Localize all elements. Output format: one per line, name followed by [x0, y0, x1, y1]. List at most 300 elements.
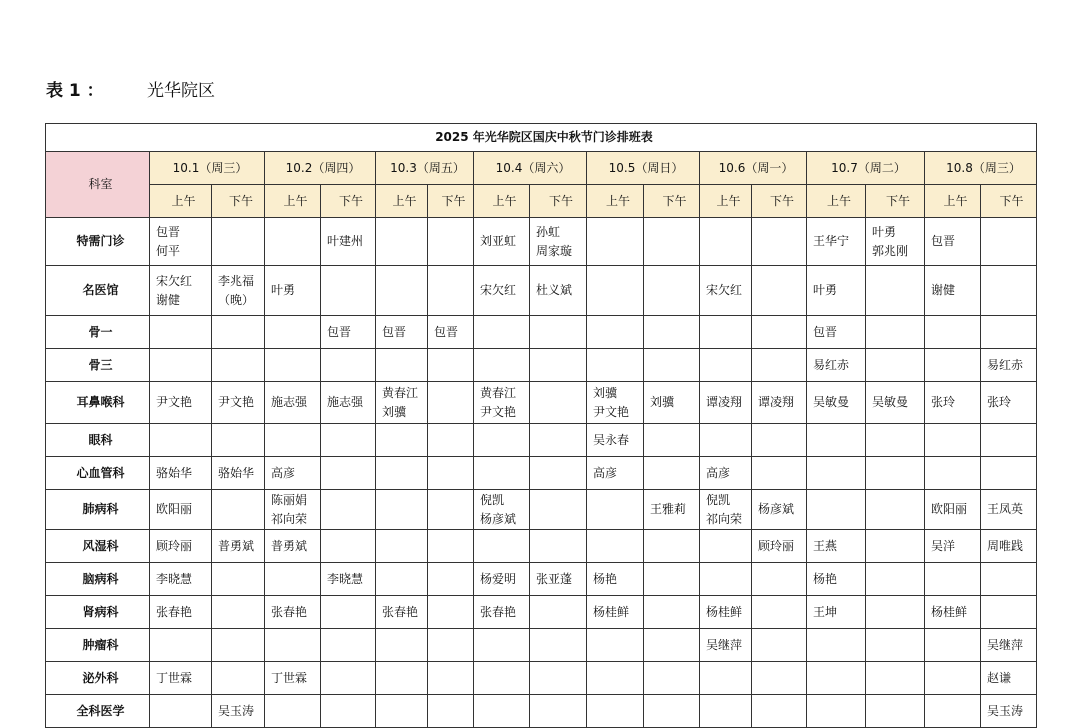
doctor-name: 叶勇: [271, 283, 296, 297]
doctor-name: 黄春江: [480, 385, 517, 400]
table-row: [46, 266, 1037, 316]
schedule-cell: [752, 382, 807, 424]
schedule-cell: [530, 629, 587, 662]
department-name: 骨三: [46, 349, 150, 382]
doctor-name: 杨艳: [593, 571, 618, 586]
schedule-cell: [700, 695, 752, 728]
schedule-cell: [925, 316, 981, 349]
table-row: [46, 662, 1037, 695]
schedule-cell: [587, 349, 644, 382]
schedule-cell: [212, 457, 265, 490]
schedule-cell: [265, 424, 321, 457]
schedule-cell: [376, 490, 428, 530]
department-name: 眼科: [46, 424, 150, 457]
morning-header: 上午: [265, 185, 321, 218]
doctor-name: 刘亚虹: [480, 234, 517, 248]
doctor-name: 高彦: [706, 465, 731, 480]
doctor-name: 叶勇: [872, 224, 897, 239]
schedule-cell: [321, 424, 376, 457]
doctor-name: 王雅莉: [650, 502, 687, 516]
date-header: 10.7（周二）: [807, 152, 925, 185]
schedule-cell: [866, 629, 925, 662]
schedule-cell: [321, 349, 376, 382]
schedule-cell: [587, 218, 644, 266]
doctor-name: 祁向荣: [706, 511, 743, 526]
doctor-name: 顾玲丽: [758, 538, 795, 553]
department-name: 耳鼻喉科: [46, 382, 150, 424]
schedule-cell: [321, 530, 376, 563]
schedule-cell: [376, 662, 428, 695]
morning-header: 上午: [150, 185, 212, 218]
doctor-name: 叶勇: [813, 283, 838, 297]
schedule-cell: [321, 662, 376, 695]
schedule-cell: [212, 563, 265, 596]
schedule-cell: [644, 382, 700, 424]
schedule-cell: [866, 266, 925, 316]
schedule-cell: [587, 266, 644, 316]
schedule-cell: [981, 490, 1037, 530]
doctor-name: 杨爱明: [480, 571, 517, 586]
schedule-cell: [866, 530, 925, 563]
schedule-cell: [265, 382, 321, 424]
table-row: [46, 530, 1037, 563]
schedule-cell: [265, 596, 321, 629]
schedule-cell: [428, 218, 474, 266]
schedule-cell: [752, 490, 807, 530]
doctor-name: 尹文艳: [593, 404, 630, 419]
schedule-cell: [265, 530, 321, 563]
schedule-cell: [644, 530, 700, 563]
doctor-name: 吴洋: [931, 538, 956, 553]
schedule-cell: [807, 490, 866, 530]
schedule-cell: [981, 382, 1037, 424]
schedule-cell: [150, 662, 212, 695]
doctor-name: 施志强: [271, 395, 308, 409]
department-name: 心血管科: [46, 457, 150, 490]
schedule-cell: [150, 530, 212, 563]
table-row: [46, 490, 1037, 530]
schedule-cell: [644, 629, 700, 662]
schedule-cell: [428, 596, 474, 629]
schedule-cell: [807, 596, 866, 629]
doctor-name: 尹文艳: [218, 395, 255, 409]
doctor-name: 吴继萍: [706, 637, 743, 652]
schedule-cell: [428, 349, 474, 382]
schedule-cell: [265, 218, 321, 266]
schedule-cell: [212, 596, 265, 629]
afternoon-header: 下午: [752, 185, 807, 218]
schedule-cell: [376, 349, 428, 382]
schedule-cell: [474, 266, 530, 316]
doctor-name: 吴敏曼: [813, 395, 850, 409]
schedule-cell: [321, 316, 376, 349]
schedule-cell: [530, 349, 587, 382]
schedule-cell: [428, 316, 474, 349]
schedule-cell: [981, 596, 1037, 629]
schedule-cell: [212, 662, 265, 695]
doctor-name: 孙虹: [536, 224, 561, 239]
schedule-cell: [925, 349, 981, 382]
morning-header: 上午: [587, 185, 644, 218]
schedule-cell: [644, 490, 700, 530]
doctor-name: 刘骥: [593, 385, 618, 400]
doctor-name: 杨桂鲜: [593, 604, 630, 619]
schedule-cell: [474, 530, 530, 563]
schedule-cell: [321, 695, 376, 728]
doctor-name: 普勇斌: [218, 538, 255, 553]
schedule-cell: [752, 316, 807, 349]
schedule-cell: [428, 530, 474, 563]
schedule-cell: [807, 629, 866, 662]
table-row: [46, 563, 1037, 596]
schedule-cell: [587, 629, 644, 662]
doctor-name: 李兆福: [218, 273, 255, 288]
schedule-cell: [474, 629, 530, 662]
schedule-cell: [925, 382, 981, 424]
schedule-title: 2025 年光华院区国庆中秋节门诊排班表: [46, 124, 1037, 152]
schedule-cell: [981, 316, 1037, 349]
schedule-cell: [212, 218, 265, 266]
schedule-cell: [530, 662, 587, 695]
schedule-cell: [428, 266, 474, 316]
doctor-name: 宋欠红: [706, 283, 743, 297]
doctor-name: 倪凯: [706, 492, 731, 507]
schedule-cell: [700, 424, 752, 457]
schedule-cell: [212, 490, 265, 530]
schedule-cell: [866, 662, 925, 695]
doctor-name: 张春艳: [480, 604, 517, 619]
doctor-name: 高彦: [271, 465, 296, 480]
schedule-cell: [587, 424, 644, 457]
schedule-cell: [474, 218, 530, 266]
schedule-cell: [265, 662, 321, 695]
doctor-name: 叶建州: [327, 234, 364, 248]
schedule-cell: [700, 316, 752, 349]
schedule-cell: [428, 662, 474, 695]
doctor-name: 李晓慧: [327, 571, 364, 586]
schedule-cell: [530, 218, 587, 266]
schedule-cell: [981, 349, 1037, 382]
date-header: 10.8（周三）: [925, 152, 1037, 185]
doctor-name: 吴玉涛: [987, 703, 1024, 718]
schedule-cell: [428, 382, 474, 424]
schedule-cell: [807, 316, 866, 349]
doctor-name: 何平: [156, 243, 181, 258]
department-name: 风湿科: [46, 530, 150, 563]
doctor-name: 王燕: [813, 538, 838, 553]
schedule-cell: [530, 596, 587, 629]
schedule-cell: [925, 596, 981, 629]
schedule-cell: [644, 349, 700, 382]
schedule-cell: [321, 629, 376, 662]
schedule-cell: [150, 349, 212, 382]
afternoon-header: 下午: [866, 185, 925, 218]
doctor-name: 杜义斌: [536, 283, 573, 297]
schedule-cell: [981, 695, 1037, 728]
schedule-cell: [752, 563, 807, 596]
department-name: 肿瘤科: [46, 629, 150, 662]
schedule-cell: [265, 266, 321, 316]
doctor-name: 郭兆刚: [872, 243, 909, 258]
afternoon-header: 下午: [981, 185, 1037, 218]
doctor-name: 王华宁: [813, 234, 850, 248]
doctor-name: 吴敏曼: [872, 395, 909, 409]
schedule-cell: [644, 662, 700, 695]
schedule-cell: [321, 266, 376, 316]
schedule-cell: [807, 218, 866, 266]
schedule-cell: [428, 563, 474, 596]
schedule-cell: [150, 316, 212, 349]
schedule-cell: [587, 490, 644, 530]
schedule-cell: [212, 349, 265, 382]
schedule-cell: [587, 530, 644, 563]
schedule-cell: [866, 490, 925, 530]
schedule-cell: [321, 218, 376, 266]
department-name: 肾病科: [46, 596, 150, 629]
date-header: 10.3（周五）: [376, 152, 474, 185]
doctor-name: 包晋: [434, 324, 459, 339]
schedule-cell: [644, 316, 700, 349]
campus-name: 光华院区: [147, 81, 215, 101]
doctor-name: （晚）: [218, 292, 255, 307]
department-name: 肺病科: [46, 490, 150, 530]
doctor-name: 骆始华: [156, 465, 193, 480]
schedule-cell: [925, 490, 981, 530]
schedule-cell: [376, 266, 428, 316]
schedule-cell: [925, 266, 981, 316]
schedule-cell: [700, 218, 752, 266]
schedule-cell: [925, 424, 981, 457]
department-name: 名医馆: [46, 266, 150, 316]
dept-column-header: 科室: [46, 152, 150, 218]
date-header: 10.2（周四）: [265, 152, 376, 185]
doctor-name: 谢健: [156, 292, 181, 307]
schedule-cell: [587, 316, 644, 349]
doctor-name: 吴继萍: [987, 637, 1024, 652]
doctor-name: 张玲: [931, 395, 956, 409]
schedule-cell: [925, 530, 981, 563]
schedule-cell: [925, 218, 981, 266]
schedule-cell: [428, 457, 474, 490]
schedule-cell: [428, 424, 474, 457]
schedule-cell: [265, 629, 321, 662]
schedule-cell: [644, 596, 700, 629]
schedule-cell: [925, 563, 981, 596]
doctor-name: 黄春江: [382, 385, 419, 400]
schedule-cell: [376, 382, 428, 424]
doctor-name: 杨桂鲜: [931, 604, 968, 619]
table-row: [46, 629, 1037, 662]
schedule-cell: [265, 349, 321, 382]
schedule-cell: [212, 424, 265, 457]
afternoon-header: 下午: [428, 185, 474, 218]
schedule-cell: [700, 490, 752, 530]
schedule-cell: [376, 316, 428, 349]
schedule-cell: [807, 382, 866, 424]
schedule-cell: [474, 563, 530, 596]
schedule-cell: [587, 382, 644, 424]
doctor-name: 尹文艳: [156, 395, 193, 409]
schedule-cell: [474, 316, 530, 349]
schedule-cell: [150, 382, 212, 424]
schedule-cell: [321, 563, 376, 596]
schedule-cell: [807, 695, 866, 728]
schedule-cell: [587, 563, 644, 596]
schedule-cell: [587, 695, 644, 728]
afternoon-header: 下午: [530, 185, 587, 218]
schedule-cell: [150, 457, 212, 490]
doctor-name: 张玲: [987, 395, 1012, 409]
schedule-cell: [587, 662, 644, 695]
schedule-cell: [981, 457, 1037, 490]
schedule-cell: [925, 695, 981, 728]
doctor-name: 包晋: [382, 324, 407, 339]
doctor-name: 张春艳: [382, 604, 419, 619]
doctor-name: 陈丽娟: [271, 492, 308, 507]
schedule-cell: [474, 695, 530, 728]
department-name: 脑病科: [46, 563, 150, 596]
table-row: [46, 382, 1037, 424]
doctor-name: 包晋: [327, 324, 352, 339]
schedule-cell: [428, 629, 474, 662]
schedule-cell: [866, 316, 925, 349]
schedule-cell: [428, 490, 474, 530]
doctor-name: 高彦: [593, 465, 618, 480]
schedule-cell: [474, 382, 530, 424]
doctor-name: 刘骥: [382, 404, 407, 419]
doctor-name: 赵谦: [987, 670, 1012, 685]
schedule-cell: [866, 349, 925, 382]
doctor-name: 倪凯: [480, 492, 505, 507]
doctor-name: 张春艳: [156, 604, 193, 619]
doctor-name: 宋欠红: [156, 273, 193, 288]
doctor-name: 周家璇: [536, 243, 573, 258]
doctor-name: 包晋: [813, 324, 838, 339]
department-name: 泌外科: [46, 662, 150, 695]
schedule-cell: [644, 266, 700, 316]
schedule-cell: [376, 218, 428, 266]
schedule-cell: [150, 695, 212, 728]
schedule-cell: [150, 563, 212, 596]
schedule-cell: [376, 563, 428, 596]
schedule-cell: [376, 530, 428, 563]
schedule-cell: [530, 695, 587, 728]
schedule-cell: [866, 457, 925, 490]
doctor-name: 尹文艳: [480, 404, 517, 419]
schedule-cell: [866, 382, 925, 424]
schedule-cell: [587, 596, 644, 629]
schedule-cell: [530, 490, 587, 530]
schedule-cell: [644, 563, 700, 596]
schedule-cell: [212, 382, 265, 424]
schedule-cell: [321, 490, 376, 530]
schedule-cell: [752, 266, 807, 316]
schedule-cell: [644, 424, 700, 457]
doctor-name: 丁世霖: [271, 670, 308, 685]
doctor-name: 欧阳丽: [156, 502, 193, 516]
doctor-name: 杨彦斌: [480, 511, 517, 526]
schedule-cell: [925, 457, 981, 490]
date-header: 10.5（周日）: [587, 152, 700, 185]
doctor-name: 易红赤: [987, 357, 1024, 372]
schedule-cell: [925, 662, 981, 695]
schedule-cell: [644, 695, 700, 728]
schedule-cell: [752, 596, 807, 629]
schedule-cell: [866, 695, 925, 728]
afternoon-header: 下午: [644, 185, 700, 218]
doctor-name: 易红赤: [813, 357, 850, 372]
afternoon-header: 下午: [321, 185, 376, 218]
morning-header: 上午: [807, 185, 866, 218]
schedule-cell: [212, 530, 265, 563]
schedule-cell: [700, 382, 752, 424]
doctor-name: 骆始华: [218, 465, 255, 480]
schedule-cell: [265, 695, 321, 728]
table-row: [46, 349, 1037, 382]
schedule-cell: [150, 424, 212, 457]
schedule-cell: [925, 629, 981, 662]
schedule-cell: [376, 629, 428, 662]
schedule-cell: [981, 530, 1037, 563]
doctor-name: 施志强: [327, 395, 364, 409]
doctor-name: 吴玉涛: [218, 703, 255, 718]
doctor-name: 宋欠红: [480, 283, 517, 297]
schedule-cell: [428, 695, 474, 728]
schedule-cell: [700, 563, 752, 596]
schedule-cell: [212, 629, 265, 662]
afternoon-header: 下午: [212, 185, 265, 218]
morning-header: 上午: [376, 185, 428, 218]
schedule-cell: [700, 596, 752, 629]
schedule-cell: [265, 490, 321, 530]
schedule-cell: [807, 457, 866, 490]
table-row: [46, 457, 1037, 490]
doctor-name: 杨艳: [813, 571, 838, 586]
schedule-cell: [752, 424, 807, 457]
schedule-cell: [530, 266, 587, 316]
schedule-cell: [700, 266, 752, 316]
schedule-cell: [700, 629, 752, 662]
page-heading: [46, 76, 215, 101]
doctor-name: 包晋: [156, 224, 181, 239]
schedule-cell: [265, 563, 321, 596]
morning-header: 上午: [700, 185, 752, 218]
schedule-cell: [474, 490, 530, 530]
schedule-cell: [752, 629, 807, 662]
doctor-name: 刘骥: [650, 395, 675, 409]
schedule-cell: [981, 218, 1037, 266]
schedule-cell: [752, 457, 807, 490]
schedule-cell: [807, 266, 866, 316]
department-name: 骨一: [46, 316, 150, 349]
schedule-cell: [752, 218, 807, 266]
schedule-cell: [530, 530, 587, 563]
schedule-cell: [644, 218, 700, 266]
schedule-cell: [530, 457, 587, 490]
schedule-cell: [700, 349, 752, 382]
schedule-cell: [474, 424, 530, 457]
schedule-table: [45, 123, 1037, 728]
schedule-cell: [530, 424, 587, 457]
doctor-name: 欧阳丽: [931, 502, 968, 516]
doctor-name: 丁世霖: [156, 670, 193, 685]
doctor-name: 祁向荣: [271, 511, 308, 526]
schedule-cell: [700, 662, 752, 695]
doctor-name: 顾玲丽: [156, 538, 193, 553]
schedule-cell: [866, 218, 925, 266]
schedule-cell: [265, 457, 321, 490]
department-name: 特需门诊: [46, 218, 150, 266]
